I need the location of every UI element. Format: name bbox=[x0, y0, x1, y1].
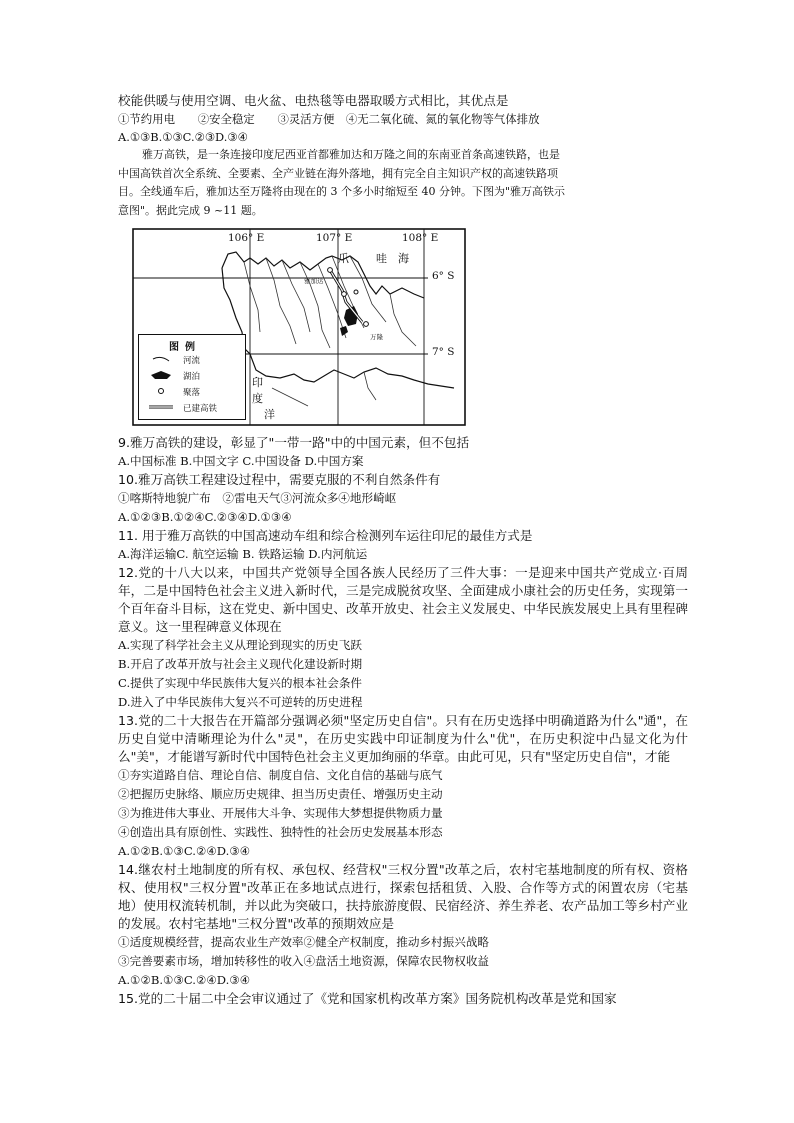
lon-108-label: 108° E bbox=[402, 232, 439, 244]
java-sea-char-1: 爪 bbox=[338, 252, 349, 265]
java-sea-char-2: 哇 bbox=[376, 252, 387, 265]
q13-item-3: ③为推进伟大事业、开展伟大斗争、实现伟大梦想提供物质力量 bbox=[118, 806, 443, 820]
map-legend bbox=[138, 334, 246, 420]
q13-options: A.①②B.①③C.②④D.③④ bbox=[118, 844, 251, 858]
q13-item-2: ②把握历史脉络、顺应历史规律、担当历史责任、增强历史主动 bbox=[118, 787, 443, 801]
lat-7-label: 7° S bbox=[432, 346, 455, 358]
q12-option-a: A.实现了科学社会主义从理论到现实的历史飞跃 bbox=[118, 638, 362, 652]
q13-item-1: ①夯实道路自信、理论自信、制度自信、文化自信的基础与底气 bbox=[118, 768, 443, 782]
q15-stem: 15.党的二十届二中全会审议通过了《党和国家机构改革方案》国务院机构改革是党和国家 bbox=[118, 991, 617, 1006]
passage-line-4: 意图"。据此完成 9 ~11 题。 bbox=[118, 203, 263, 217]
lat-6-label: 6° S bbox=[432, 270, 455, 282]
indian-ocean-char-3: 洋 bbox=[264, 408, 275, 421]
q14-options: A.①②B.①③C.②④D.③④ bbox=[118, 973, 251, 987]
legend-town-label: 聚落 bbox=[183, 388, 201, 398]
legend-railway-label: 已建高铁 bbox=[183, 404, 218, 414]
lon-107-label: 107° E bbox=[316, 232, 353, 244]
q12-option-c: C.提供了实现中华民族伟大复兴的根本社会条件 bbox=[118, 676, 363, 690]
jakarta-label: 雅加达 bbox=[304, 277, 324, 285]
java-sea-char-3: 海 bbox=[398, 252, 409, 265]
intro-answer-choices: A.①③B.①③C.②③D.③④ bbox=[118, 130, 248, 144]
bandung-label: 万隆 bbox=[370, 333, 383, 341]
intro-line-1: 校能供暖与使用空调、电火盆、电热毯等电器取暖方式相比，其优点是 bbox=[118, 93, 509, 108]
q10-options: A.①②③B.①②④C.②③④D.①③④ bbox=[118, 510, 292, 524]
q10-items: ①喀斯特地貌广布 ②雷电天气③河流众多④地形崎岖 bbox=[118, 491, 397, 505]
q12-option-b: B.开启了改革开放与社会主义现代化建设新时期 bbox=[118, 657, 363, 671]
q14-stem: 14.继农村土地制度的所有权、承包权、经营权"三权分置"改革之后，农村宅基地制度的所有权、资格权、使用权"三权分置"改革正在多地试点进行，探索包括租赁、入股、合作等方式的闲置农房（宅基地）使用权流转机制，并以此为突破口，扶持旅游度假、民宿经济、养生养老、农产品加工等乡村产业的发展。农村宅基地"三权分置"改革的预期效应是 bbox=[118, 862, 688, 931]
document-page bbox=[118, 92, 688, 1008]
q11-options: A.海洋运输C. 航空运输 B. 铁路运输 D.内河航运 bbox=[118, 547, 368, 561]
legend-title: 图例 bbox=[169, 342, 201, 353]
passage-line-3: 目。全线通车后，雅加达至万隆将由现在的 3 个多小时缩短至 40 分钟。下图为"雅万高铁示 bbox=[118, 185, 566, 198]
q10-stem: 10.雅万高铁工程建设过程中，需要克服的不利自然条件有 bbox=[118, 472, 441, 487]
legend-lake-label: 湖泊 bbox=[183, 372, 201, 382]
q12-option-d: D.进入了中华民族伟大复兴不可逆转的历史进程 bbox=[118, 695, 363, 709]
q9-options: A.中国标准 B.中国文字 C.中国设备 D.中国方案 bbox=[118, 454, 364, 468]
q14-items-2: ③完善要素市场，增加转移性的收入④盘活土地资源，保障农民物权收益 bbox=[118, 954, 490, 968]
q9-stem: 9.雅万高铁的建设，彰显了"一带一路"中的中国元素，但不包括 bbox=[118, 435, 470, 450]
passage-line-2: 中国高铁首次全系统、全要素、全产业链在海外落地，拥有完全自主知识产权的高速铁路项 bbox=[118, 166, 558, 180]
passage-line-1: 雅万高铁，是一条连接印度尼西亚首都雅加达和万隆之间的东南亚首条高速铁路，也是 bbox=[142, 148, 560, 161]
q11-stem: 11. 用于雅万高铁的中国高速动车组和综合检测列车运往印尼的最佳方式是 bbox=[118, 528, 533, 543]
q13-item-4: ④创造出具有原创性、实践性、独特性的社会历史发展基本形态 bbox=[118, 825, 443, 839]
intro-options-list: ①节约用电 ②安全稳定 ③灵活方便 ④无二氧化硫、氮的氧化物等气体排放 bbox=[118, 112, 540, 126]
q13-stem: 13.党的二十大报告在开篇部分强调必须"坚定历史自信"。只有在历史选择中明确道路为什么"通"，在历史自觉中清晰理论为什么"灵"，在历史实践中印证制度为什么"优"，在历史积淀中凸显文化为什么"美"，才能谱写新时代中国特色社会主义更加绚丽的华章。由此可见，只有"坚定历史自信"，才能 bbox=[118, 713, 688, 764]
legend-river-label: 河流 bbox=[183, 356, 201, 366]
indian-ocean-char-2: 度 bbox=[252, 392, 263, 405]
lon-106-label: 106° E bbox=[228, 232, 265, 244]
passage bbox=[118, 146, 688, 220]
railway-map bbox=[132, 228, 466, 426]
q12-stem: 12.党的十八大以来，中国共产党领导全国各族人民经历了三件大事：一是迎来中国共产党成立·百周年，二是中国特色社会主义进入新时代，三是完成脱贫攻坚、全面建成小康社会的历史任务，实现第一个百年奋斗目标，这在党史、新中国史、改革开放史、社会主义发展史、中华民族发展史上具有里程碑意义。这一里程碑意义体现在 bbox=[118, 565, 688, 634]
indian-ocean-char-1: 印 bbox=[252, 376, 263, 389]
q14-items-1: ①适度规模经营，提高农业生产效率②健全产权制度，推动乡村振兴战略 bbox=[118, 935, 490, 949]
